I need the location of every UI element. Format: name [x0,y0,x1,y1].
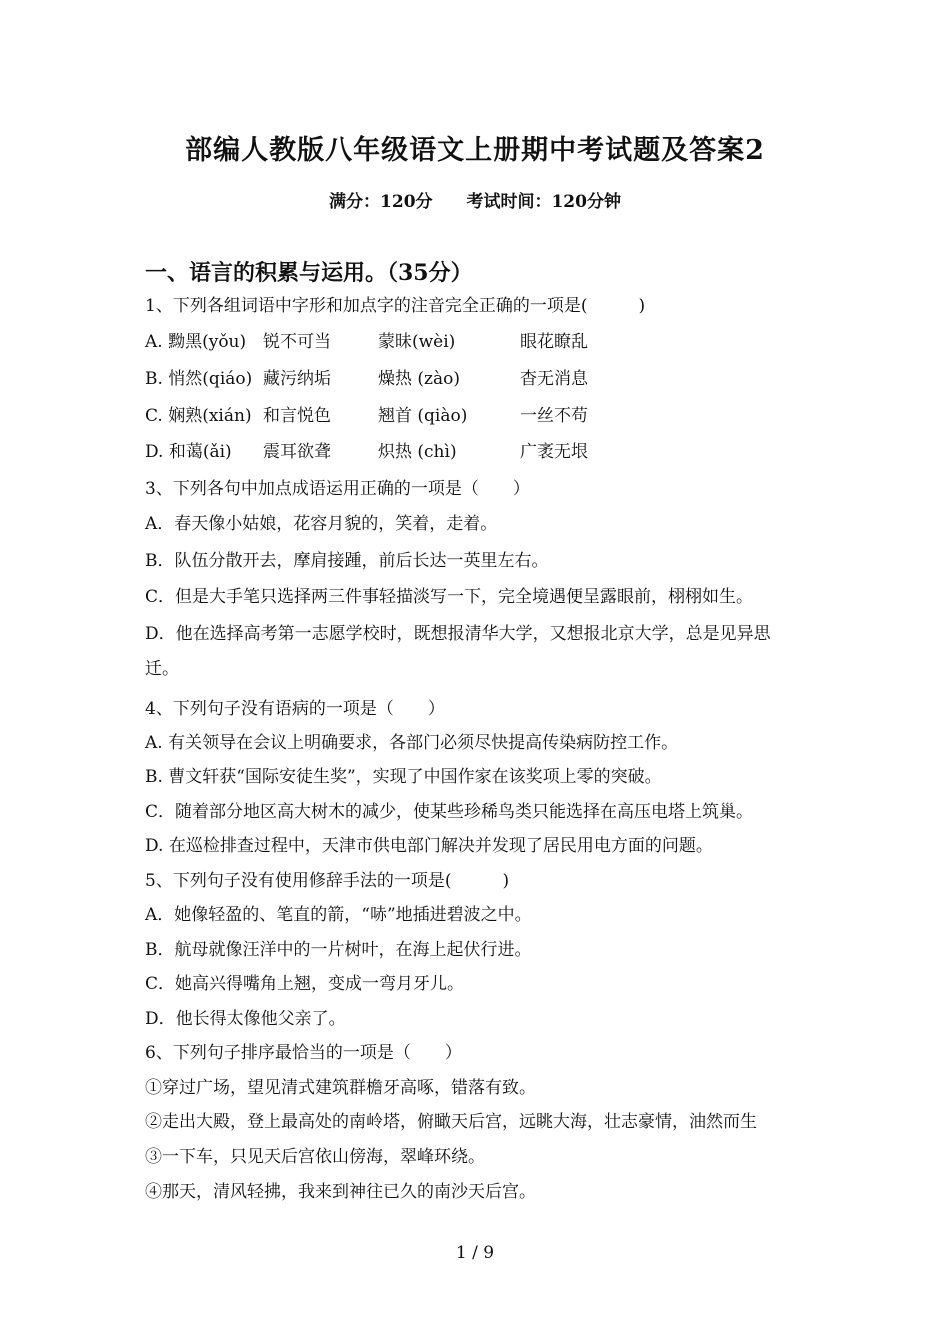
exam-time: 考试时间：120分钟 [466,192,621,212]
q4-option-a: A. 有关领导在会议上明确要求，各部门必须尽快提高传染病防控工作。 [145,733,679,753]
page-title: 部编人教版八年级语文上册期中考试题及答案2 [185,135,765,166]
q1-option-b: B. 悄然(qiáo) 藏污纳垢 燥热 (zào) 杳无消息 [145,369,588,389]
q5-option-a: A．她像轻盈的、笔直的箭，“哧”地插进碧波之中。 [145,905,532,925]
q5-stem: 5、下列句子没有使用修辞手法的一项是( ) [145,871,510,891]
page-number: 1 / 9 [455,1243,495,1263]
full-score: 满分：120分 [329,192,433,212]
section-heading: 一、语言的积累与运用。（35分） [145,260,473,286]
q1-option-c: C. 娴熟(xián) 和言悦色 翘首 (qiào) 一丝不苟 [145,406,588,426]
q5-option-b: B．航母就像汪洋中的一片树叶，在海上起伏行进。 [145,940,532,960]
q4-stem: 4、下列句子没有语病的一项是（ ） [145,699,445,719]
exam-info [0,187,950,212]
q1-option-a: A. 黝黑(yǒu) 锐不可当 蒙昧(wèi) 眼花瞭乱 [145,332,588,352]
q3-option-c: C．但是大手笔只选择两三件事轻描淡写一下，完全境遇便呈露眼前，栩栩如生。 [145,587,754,607]
q3-option-a: A．春天像小姑娘，花容月貌的，笑着，走着。 [145,514,498,534]
q6-stem: 6、下列句子排序最恰当的一项是（ ） [145,1043,462,1063]
q3-option-b: B．队伍分散开去，摩肩接踵，前后长达一英里左右。 [145,551,549,571]
q1-stem: 1、下列各组词语中字形和加点字的注音完全正确的一项是( ) [145,296,646,316]
q5-option-d: D．他长得太像他父亲了。 [145,1009,346,1029]
q6-sentence-1: ①穿过广场，望见清式建筑群檐牙高啄，错落有致。 [145,1078,536,1098]
q3-option-d-cont: 迁。 [145,659,179,679]
q6-sentence-2: ②走出大殿，登上最高处的南岭塔，俯瞰天后宫，远眺大海，壮志豪情，油然而生 [145,1112,757,1132]
q6-sentence-3: ③一下车，只见天后宫依山傍海，翠峰环绕。 [145,1147,485,1167]
q6-sentence-4: ④那天，清风轻拂，我来到神往已久的南沙天后宫。 [145,1182,536,1202]
q3-option-d: D．他在选择高考第一志愿学校时，既想报清华大学，又想报北京大学，总是见异思 [145,624,771,644]
q5-option-c: C．她高兴得嘴角上翘，变成一弯月牙儿。 [145,974,465,994]
q4-option-d: D. 在巡检排查过程中，天津市供电部门解决并发现了居民用电方面的问题。 [145,836,713,856]
q3-stem: 3、下列各句中加点成语运用正确的一项是（ ） [145,479,530,499]
q4-option-c: C．随着部分地区高大树木的减少，使某些珍稀鸟类只能选择在高压电塔上筑巢。 [145,802,754,822]
q4-option-b: B. 曹文轩获“国际安徒生奖”，实现了中国作家在该奖项上零的突破。 [145,767,662,787]
q1-option-d: D. 和蔼(ǎi) 震耳欲聋 炽热 (chì) 广袤无垠 [145,442,588,462]
